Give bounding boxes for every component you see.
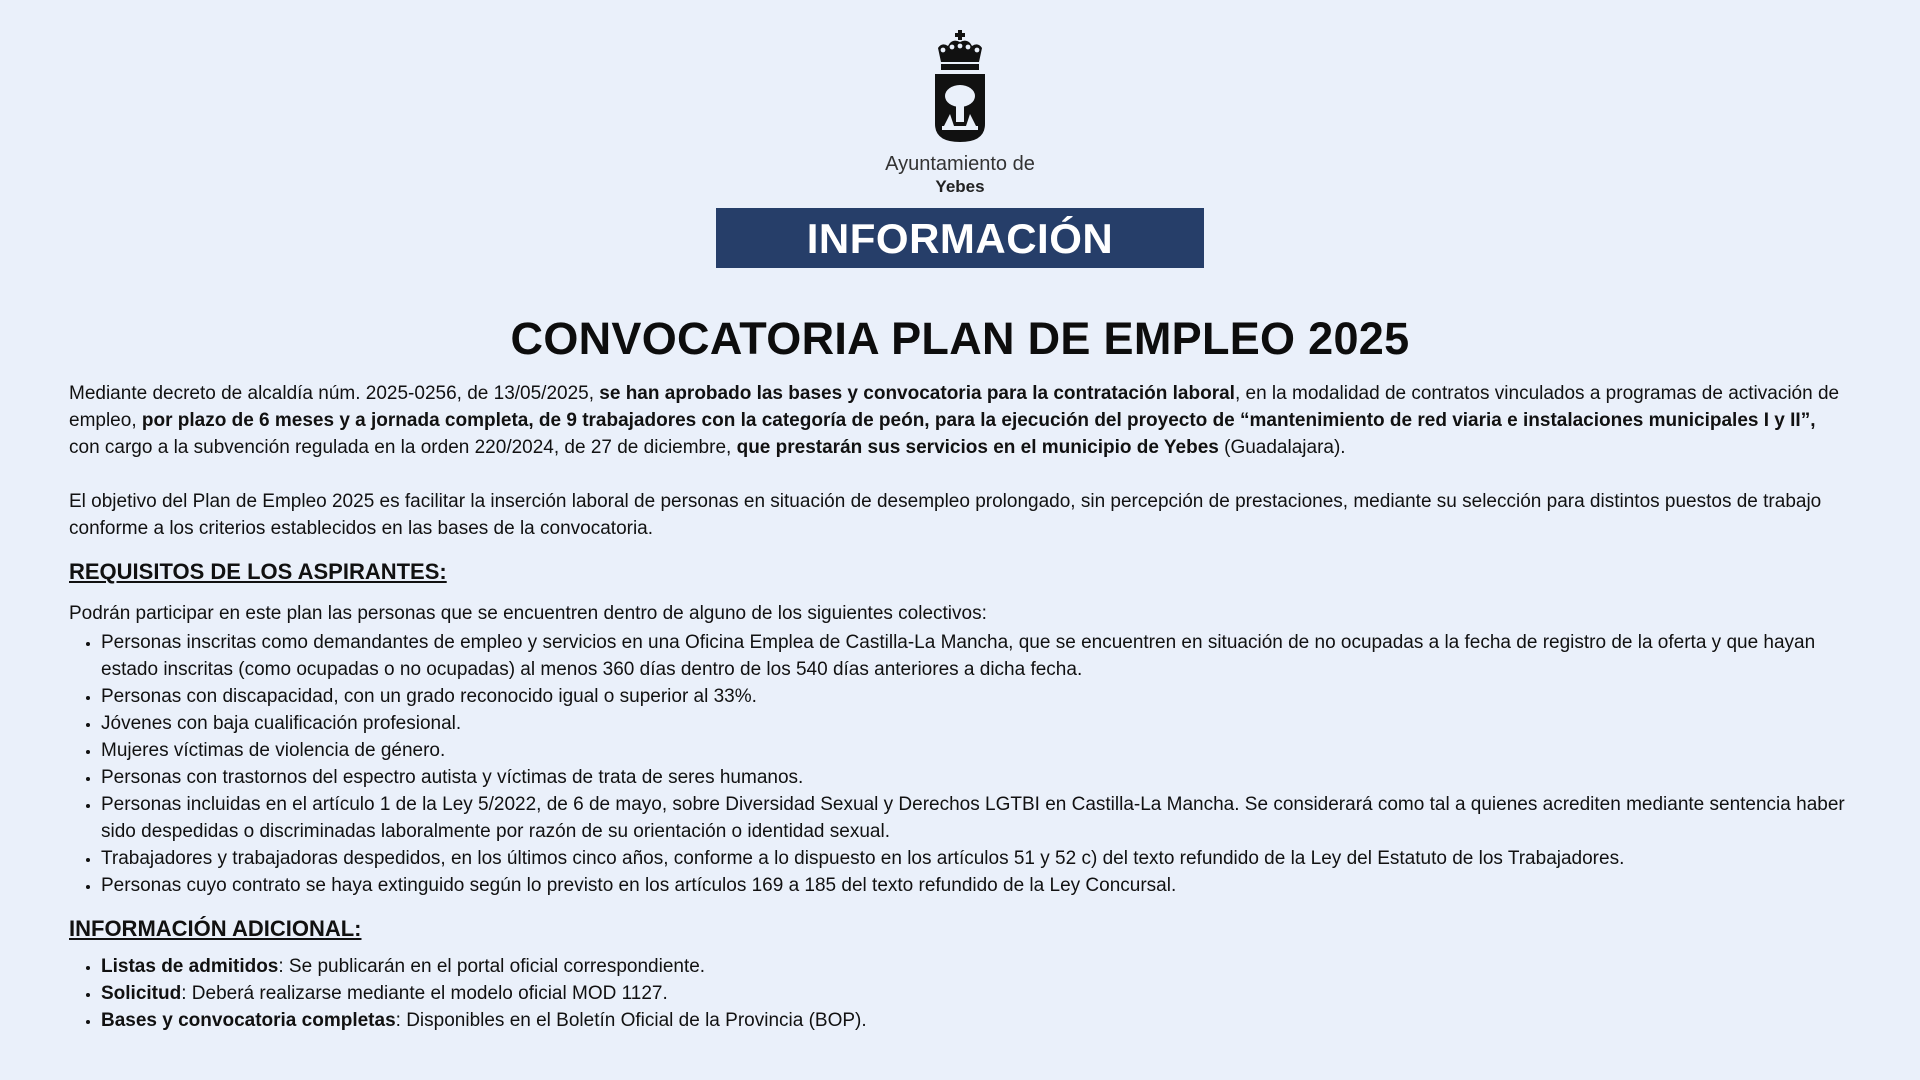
intro-text-4: (Guadalajara). [1218,437,1346,458]
information-banner: INFORMACIÓN [716,208,1204,268]
item-label: Bases y convocatoria completas [101,1010,396,1031]
intro-text-3: con cargo a la subvención regulada en la orden 220/2024, de 27 de diciembre, [69,437,737,458]
page-title: CONVOCATORIA PLAN DE EMPLEO 2025 [510,313,1410,364]
list-item: • Trabajadores y trabajadoras despedidos, en los últimos cinco años, conforme a lo dispuesto en los artículos 51 y 52 c) del texto refundido de la Ley del Estatuto de los Trabajadores. [101,845,1849,872]
intro-text-1: Mediante decreto de alcaldía núm. 2025-0256, de 13/05/2025, [69,383,600,404]
objective-paragraph: El objetivo del Plan de Empleo 2025 es facilitar la inserción laboral de personas en situación de desempleo prolongado, sin percepción de prestaciones, mediante su selección para distintos puestos de trabajo conforme a los criterios establecidos en las bases de la convocatoria. [69,491,1822,539]
list-item [101,980,1849,1007]
item-text: : Disponibles en el Boletín Oficial de la Provincia (BOP). [395,1010,867,1031]
requirements-heading: REQUISITOS DE LOS ASPIRANTES: [69,559,447,584]
item-text: : Deberá realizarse mediante el modelo oficial MOD 1127. [181,983,668,1004]
list-item: • Personas con discapacidad, con un grado reconocido igual o superior al 33%. [101,683,1849,710]
additional-info-heading: INFORMACIÓN ADICIONAL: [69,916,362,941]
header [0,28,1920,268]
list-item: • Personas inscritas como demandantes de empleo y servicios en una Oficina Emplea de Castilla-La Mancha, que se encuentren en situación de no ocupadas a la fecha de registro de la oferta y que hayan estado inscritas (como ocupadas o no ocupadas) al menos 360 días dentro de los 540 días anteriores a dicha fecha. [101,629,1849,683]
ayuntamiento-label: Ayuntamiento de [885,153,1035,175]
item-text: : Se publicarán en el portal oficial correspondiente. [278,956,706,977]
list-item [101,953,1849,980]
list-item: • Personas cuyo contrato se haya extinguido según lo previsto en los artículos 169 a 185 del texto refundido de la Ley Concursal. [101,872,1849,899]
item-label: Listas de admitidos [101,956,279,977]
intro-paragraph [69,380,1849,461]
intro-bold-3: que prestarán sus servicios en el municipio de Yebes [736,437,1219,458]
notice-body [69,380,1849,1034]
list-item: • Mujeres víctimas de violencia de género. [101,737,1849,764]
list-item: • Personas incluidas en el artículo 1 de la Ley 5/2022, de 6 de mayo, sobre Diversidad Sexual y Derechos LGTBI en Castilla-La Mancha. Se considerará como tal a quienes acrediten mediante sentencia haber sido despedidas o discriminadas laboralmente por razón de su orientación o identidad sexual. [101,791,1849,845]
town-name: Yebes [935,177,985,196]
intro-bold-1: se han aprobado las bases y convocatoria para la contratación laboral [599,383,1235,404]
list-item [101,1007,1849,1034]
item-label: Solicitud [101,983,182,1004]
intro-text-2: , en la modalidad de contratos vinculados a programas de activación de empleo, [69,383,1840,431]
list-item: • Jóvenes con baja cualificación profesional. [101,710,1849,737]
intro-bold-2: por plazo de 6 meses y a jornada completa, de 9 trabajadores con la categoría de peón, para la ejecución del proyecto de “mantenimiento de red viaria e instalaciones municipales I y II”, [141,410,1816,431]
requirements-list [69,629,1849,899]
yebes-coat-of-arms-icon [932,28,988,144]
requirements-intro: Podrán participar en este plan las personas que se encuentren dentro de alguno de los siguientes colectivos: [69,603,987,624]
list-item: • Personas con trastornos del espectro autista y víctimas de trata de seres humanos. [101,764,1849,791]
additional-info-list [69,953,1849,1034]
